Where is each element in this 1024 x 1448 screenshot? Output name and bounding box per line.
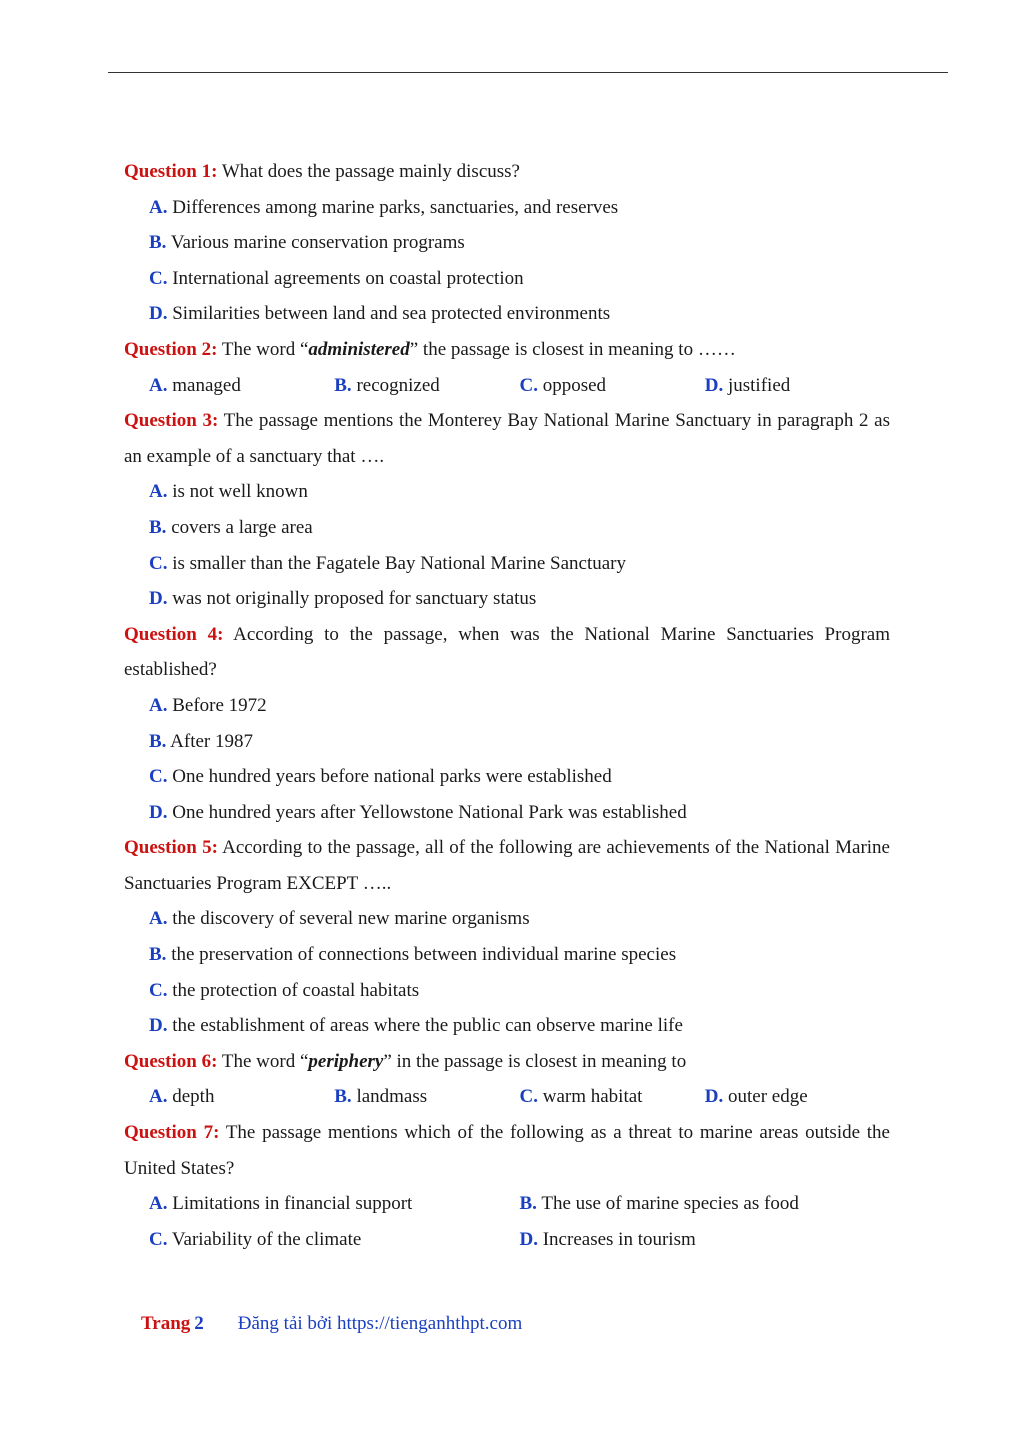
- option-6c: [520, 1079, 705, 1115]
- option-letter: B.: [334, 374, 352, 396]
- question-3: [124, 403, 890, 474]
- page-footer: [141, 1313, 522, 1335]
- option-text: the discovery of several new marine organisms: [172, 908, 530, 930]
- option-letter: C.: [149, 267, 168, 289]
- question-label: Question 3:: [124, 410, 219, 432]
- question-6: [124, 1044, 890, 1080]
- question-label: Question 4:: [124, 623, 224, 645]
- question-label: Question 1:: [124, 161, 218, 182]
- question-text: The passage mentions the Monterey Bay National Marine Sanctuary in paragraph 2 as an example of a sanctuary that ….: [124, 410, 890, 467]
- option-text: opposed: [542, 374, 607, 396]
- option-6a: [149, 1079, 334, 1115]
- option-4b: [124, 724, 890, 760]
- question-7: [124, 1115, 890, 1186]
- option-letter: B.: [149, 232, 167, 254]
- option-text: One hundred years before national parks were established: [172, 766, 612, 788]
- option-letter: C.: [149, 1228, 168, 1250]
- question-4: [124, 617, 890, 688]
- option-4c: [124, 759, 890, 795]
- option-text: was not originally proposed for sanctuary status: [172, 588, 537, 610]
- question-label: Question 2:: [124, 338, 218, 360]
- option-text: is smaller than the Fagatele Bay National Marine Sanctuary: [172, 552, 626, 574]
- option-7b: [520, 1186, 891, 1222]
- option-text: depth: [172, 1086, 215, 1108]
- option-letter: C.: [149, 766, 168, 788]
- question-2: [124, 332, 890, 368]
- option-letter: A.: [149, 694, 168, 716]
- options-row-7b: [124, 1222, 890, 1258]
- option-3b: [124, 510, 890, 546]
- option-2d: [705, 368, 890, 404]
- option-text: Increases in tourism: [542, 1228, 696, 1250]
- option-2b: [334, 368, 519, 404]
- option-text: Variability of the climate: [171, 1228, 362, 1250]
- question-text: What does the passage mainly discuss?: [221, 161, 520, 182]
- option-text: Various marine conservation programs: [170, 232, 465, 254]
- option-2a: [149, 368, 334, 404]
- question-text: According to the passage, all of the following are achievements of the National Marine Sanctuaries Program EXCEPT …..: [124, 837, 890, 894]
- option-1d: [124, 296, 890, 332]
- option-7d: [520, 1222, 891, 1258]
- option-text: One hundred years after Yellowstone National Park was established: [172, 801, 687, 823]
- option-5c: [124, 973, 890, 1009]
- option-letter: B.: [149, 944, 167, 966]
- option-text: landmass: [356, 1086, 428, 1108]
- option-text: justified: [727, 374, 791, 396]
- option-1c: [124, 261, 890, 297]
- uploader-link[interactable]: Đăng tải bởi https://tienganhthpt.com: [237, 1313, 523, 1334]
- option-letter: D.: [149, 303, 168, 325]
- option-letter: A.: [149, 196, 168, 218]
- option-text: The use of marine species as food: [541, 1193, 799, 1215]
- option-5b: [124, 937, 890, 973]
- option-3a: [124, 474, 890, 510]
- option-letter: C.: [519, 1086, 538, 1108]
- question-text-before: The word “: [221, 1050, 309, 1072]
- option-letter: D.: [704, 374, 724, 396]
- option-text: International agreements on coastal protection: [172, 267, 524, 289]
- option-letter: D.: [149, 801, 168, 823]
- option-letter: A.: [149, 481, 168, 503]
- option-text: managed: [172, 374, 241, 396]
- option-letter: A.: [149, 374, 168, 396]
- option-text: outer edge: [727, 1086, 808, 1108]
- option-text: warm habitat: [542, 1086, 643, 1108]
- option-text: the protection of coastal habitats: [172, 979, 420, 1001]
- option-6b: [334, 1079, 519, 1115]
- option-letter: A.: [149, 908, 168, 930]
- option-text: After 1987: [170, 730, 253, 752]
- question-label: Question 5:: [124, 837, 218, 859]
- option-letter: B.: [334, 1086, 352, 1108]
- option-4a: [124, 688, 890, 724]
- option-letter: C.: [149, 552, 168, 574]
- question-label: Question 6:: [124, 1050, 218, 1072]
- option-3c: [124, 546, 890, 582]
- option-letter: D.: [149, 588, 168, 610]
- options-row-2: [124, 368, 890, 404]
- option-letter: A.: [149, 1086, 168, 1108]
- option-letter: D.: [704, 1086, 724, 1108]
- option-text: the establishment of areas where the public can observe marine life: [172, 1015, 683, 1037]
- option-letter: A.: [149, 1193, 168, 1215]
- question-keyword: periphery: [308, 1050, 384, 1072]
- question-text-after: ” the passage is closest in meaning to ……: [409, 338, 736, 360]
- question-1: [124, 154, 890, 190]
- option-5d: [124, 1008, 890, 1044]
- question-list: [124, 154, 890, 1257]
- option-letter: B.: [519, 1193, 537, 1215]
- option-text: recognized: [356, 374, 440, 396]
- option-2c: [520, 368, 705, 404]
- page-number: 2: [194, 1313, 204, 1334]
- option-text: is not well known: [172, 481, 308, 503]
- page-label: Trang: [141, 1313, 191, 1334]
- option-text: Similarities between land and sea protected environments: [172, 303, 611, 325]
- question-text-before: The word “: [221, 338, 309, 360]
- question-text-after: ” in the passage is closest in meaning to: [383, 1050, 687, 1072]
- option-text: covers a large area: [171, 516, 313, 538]
- option-letter: D.: [519, 1228, 538, 1250]
- options-row-7a: [124, 1186, 890, 1222]
- question-keyword: administered: [308, 338, 410, 360]
- option-text: Differences among marine parks, sanctuaries, and reserves: [172, 196, 619, 218]
- option-text: Limitations in financial support: [172, 1193, 413, 1215]
- option-letter: D.: [149, 1015, 168, 1037]
- question-text: The passage mentions which of the following as a threat to marine areas outside the United States?: [124, 1122, 890, 1179]
- option-6d: [705, 1079, 890, 1115]
- option-1b: [124, 225, 890, 261]
- option-7a: [149, 1186, 520, 1222]
- option-letter: B.: [149, 730, 167, 752]
- option-text: the preservation of connections between individual marine species: [171, 944, 677, 966]
- option-4d: [124, 795, 890, 831]
- option-text: Before 1972: [172, 694, 267, 716]
- option-7c: [149, 1222, 520, 1258]
- options-row-6: [124, 1079, 890, 1115]
- option-letter: B.: [149, 516, 167, 538]
- option-1a: [124, 190, 890, 226]
- header-rule: [108, 72, 948, 73]
- option-letter: C.: [149, 979, 168, 1001]
- option-letter: C.: [519, 374, 538, 396]
- option-3d: [124, 581, 890, 617]
- question-5: [124, 830, 890, 901]
- question-text: According to the passage, when was the National Marine Sanctuaries Program established?: [124, 623, 890, 681]
- option-5a: [124, 901, 890, 937]
- question-label: Question 7:: [124, 1122, 220, 1144]
